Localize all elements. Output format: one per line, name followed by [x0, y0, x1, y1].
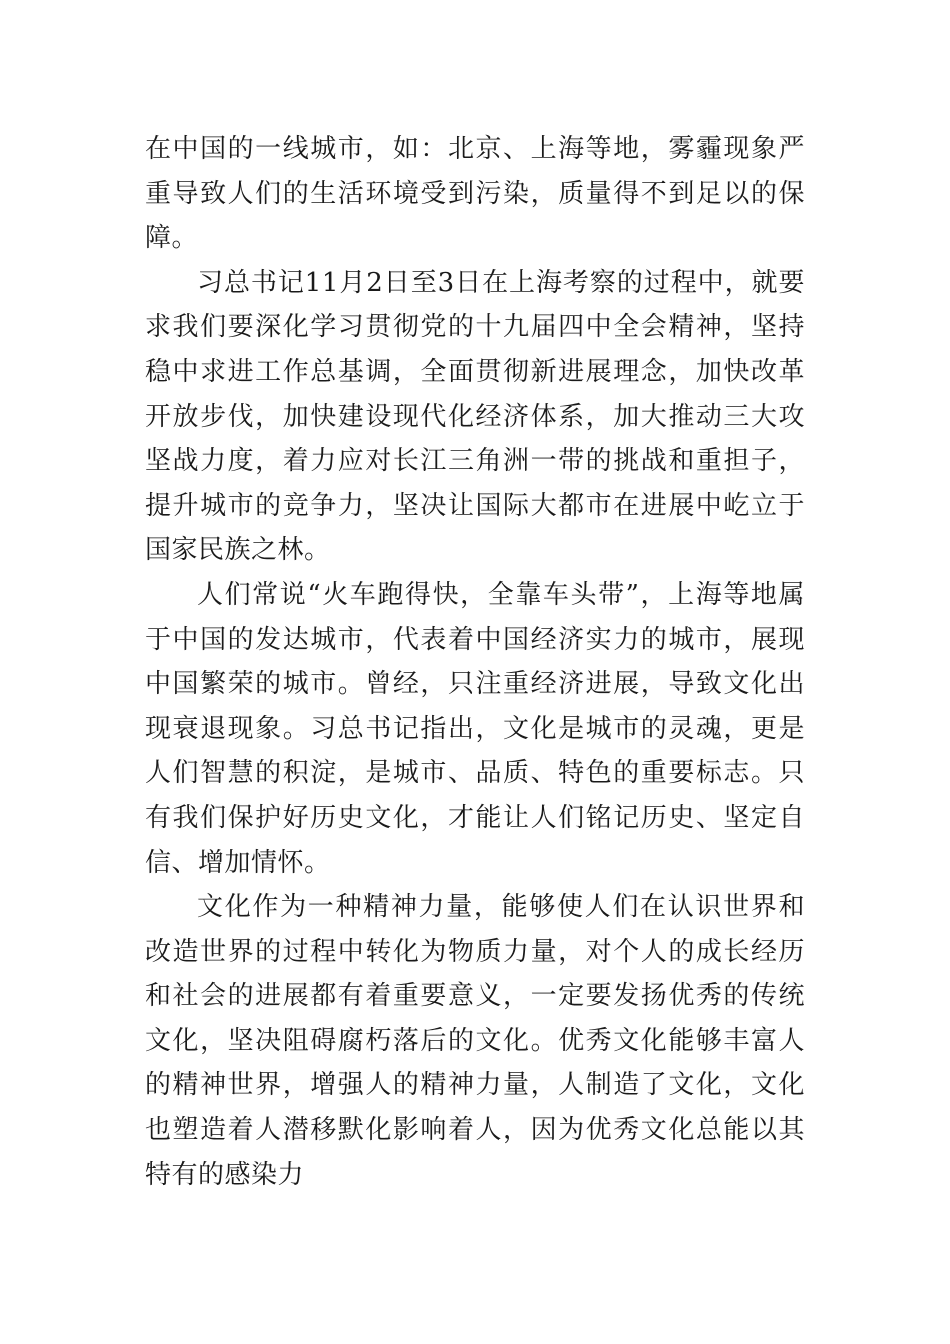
body-text	[145, 127, 805, 1197]
paragraph-4: 文化作为一种精神力量，能够使人们在认识世界和改造世界的过程中转化为物质力量，对个人的成长经历和社会的进展都有着重要意义，一定要发扬优秀的传统文化，坚决阻碍腐朽落后的文化。优秀文化能够丰富人的精神世界，增强人的精神力量，人制造了文化，文化也塑造着人潜移默化影响着人，因为优秀文化总能以其特有的感染力	[145, 892, 805, 1190]
paragraph-1: 在中国的一线城市，如：北京、上海等地，雾霾现象严重导致人们的生活环境受到污染，质量得不到足以的保障。	[145, 134, 805, 254]
paragraph-2: 习总书记11月2日至3日在上海考察的过程中，就要求我们要深化学习贯彻党的十九届四中全会精神，坚持稳中求进工作总基调，全面贯彻新进展理念，加快改革开放步伐，加快建设现代化经济体系，加大推动三大攻坚战力度，着力应对长江三角洲一带的挑战和重担子，提升城市的竞争力，坚决让国际大都市在进展中屹立于国家民族之林。	[145, 267, 805, 566]
paragraph-3: 人们常说“火车跑得快，全靠车头带”，上海等地属于中国的发达城市，代表着中国经济实力的城市，展现中国繁荣的城市。曾经，只注重经济进展，导致文化出现衰退现象。习总书记指出，文化是城市的灵魂，更是人们智慧的积淀，是城市、品质、特色的重要标志。只有我们保护好历史文化，才能让人们铭记历史、坚定自信、增加情怀。	[145, 579, 805, 878]
